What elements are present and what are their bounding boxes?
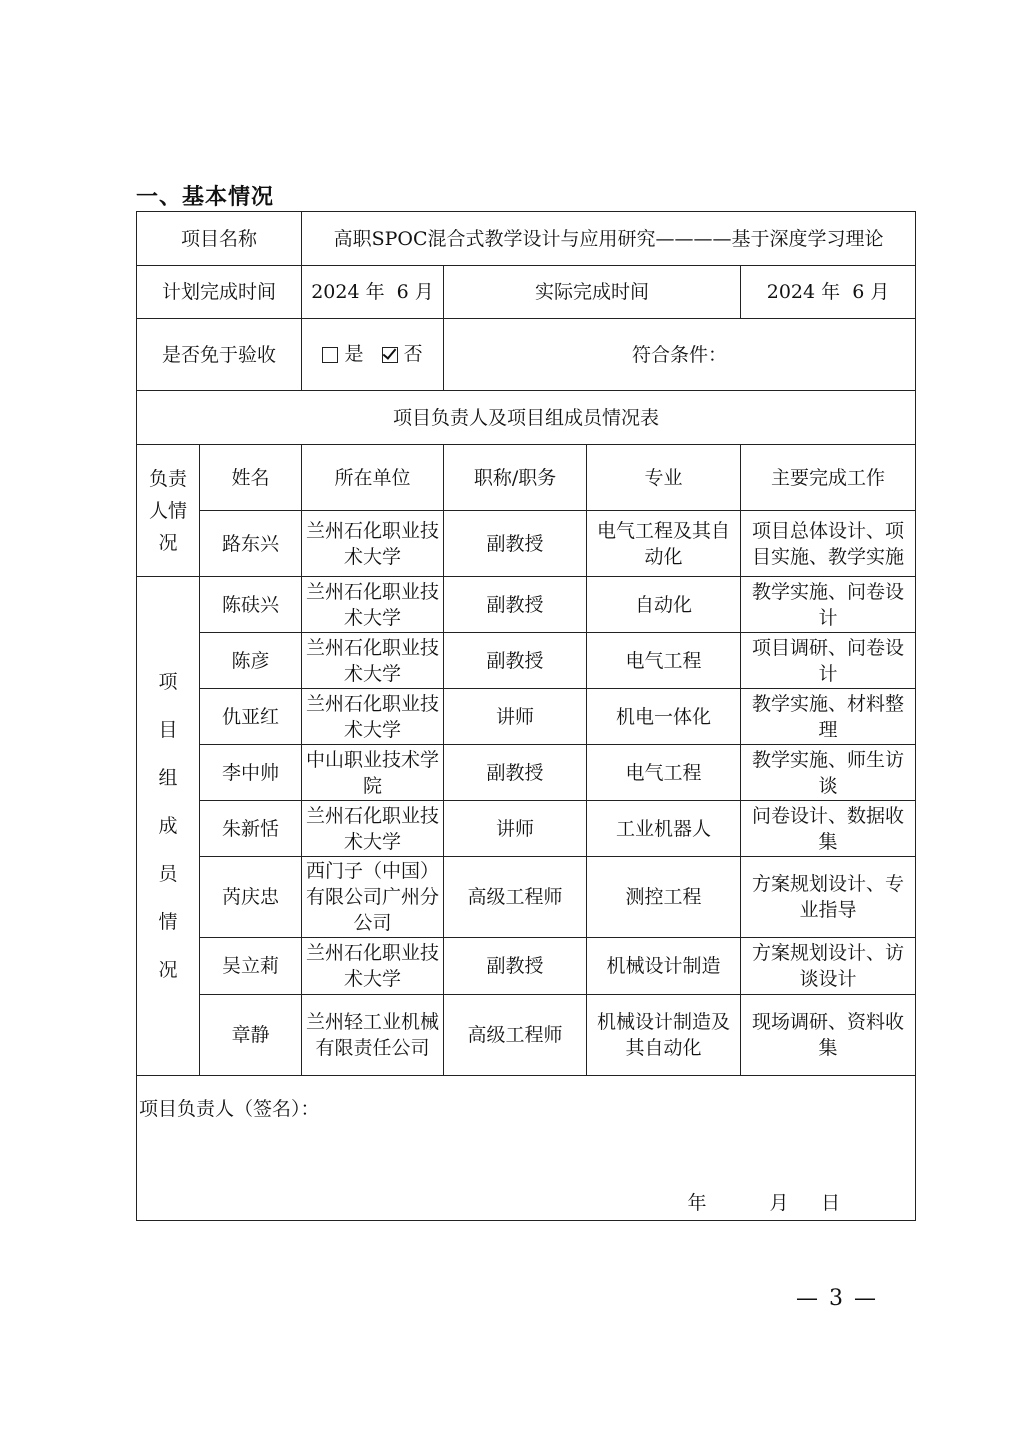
member-major: 机械设计制造 [587,938,741,995]
planned-time-label: 计划完成时间 [137,266,302,319]
exempt-yes-option[interactable] [322,341,363,367]
member-unit: 兰州石化职业技术大学 [302,801,444,857]
member-unit: 兰州轻工业机械有限责任公司 [302,995,444,1076]
member-title: 高级工程师 [444,857,587,938]
member-major: 测控工程 [587,857,741,938]
header-work: 主要完成工作 [741,445,916,511]
member-title: 副教授 [444,745,587,801]
member-name: 陈砆兴 [200,577,302,633]
member-major: 电气工程 [587,745,741,801]
no-label: 否 [403,342,423,365]
member-work: 项目调研、问卷设计 [741,633,916,689]
leader-work: 项目总体设计、项目实施、教学实施 [741,511,916,577]
member-work: 教学实施、问卷设计 [741,577,916,633]
member-unit: 中山职业技术学院 [302,745,444,801]
member-name: 吴立莉 [200,938,302,995]
table-row [137,857,916,938]
member-work: 教学实施、材料整理 [741,689,916,745]
table-row [137,995,916,1076]
member-work: 方案规划设计、访谈设计 [741,938,916,995]
member-unit: 兰州石化职业技术大学 [302,633,444,689]
header-major: 专业 [587,445,741,511]
member-major: 机电一体化 [587,689,741,745]
date-month: 月 [769,1192,789,1214]
members-group-label: 项 目 组 成 员 情 况 [137,577,200,1076]
signature-cell [137,1076,916,1221]
member-unit: 西门子（中国）有限公司广州分公司 [302,857,444,938]
condition-label: 符合条件： [444,319,916,391]
table-row [137,633,916,689]
actual-time-label: 实际完成时间 [444,266,741,319]
table-row [137,689,916,745]
project-name-value: 高职SPOC混合式教学设计与应用研究————基于深度学习理论 [302,212,916,266]
header-title: 职称/职务 [444,445,587,511]
leader-group-label: 负责 人情 况 [137,445,200,577]
table-row [137,938,916,995]
date-day: 日 [821,1192,841,1214]
member-work: 方案规划设计、专业指导 [741,857,916,938]
page-number: — 3 — [796,1286,878,1311]
header-name: 姓名 [200,445,302,511]
exempt-no-option[interactable] [382,341,423,367]
member-work: 现场调研、资料收集 [741,995,916,1076]
section-title: 一、基本情况 [136,185,275,210]
member-name: 章静 [200,995,302,1076]
yes-label: 是 [344,342,364,365]
member-major: 工业机器人 [587,801,741,857]
member-title: 副教授 [444,938,587,995]
signature-label: 项目负责人（签名）： [139,1098,320,1120]
member-major: 机械设计制造及其自动化 [587,995,741,1076]
member-work: 问卷设计、数据收集 [741,801,916,857]
table-row [137,801,916,857]
member-name: 芮庆忠 [200,857,302,938]
member-name: 陈彦 [200,633,302,689]
member-unit: 兰州石化职业技术大学 [302,577,444,633]
signature-date [657,1190,840,1216]
member-work: 教学实施、师生访谈 [741,745,916,801]
table-row [137,745,916,801]
member-name: 仇亚红 [200,689,302,745]
member-title: 副教授 [444,577,587,633]
actual-time-value: 2024 年 6 月 [741,266,916,319]
member-title: 讲师 [444,689,587,745]
exempt-options [302,319,444,391]
member-unit: 兰州石化职业技术大学 [302,938,444,995]
member-unit: 兰州石化职业技术大学 [302,689,444,745]
basic-info-table [136,211,916,1221]
table-row [137,511,916,577]
member-major: 自动化 [587,577,741,633]
header-unit: 所在单位 [302,445,444,511]
member-title: 副教授 [444,633,587,689]
members-table-title: 项目负责人及项目组成员情况表 [137,391,916,445]
project-name-label: 项目名称 [137,212,302,266]
no-checkbox[interactable] [382,347,398,363]
member-major: 电气工程 [587,633,741,689]
member-name: 朱新恬 [200,801,302,857]
planned-time-value: 2024 年 6 月 [302,266,444,319]
date-year: 年 [687,1192,707,1214]
yes-checkbox[interactable] [322,347,338,363]
leader-major: 电气工程及其自动化 [587,511,741,577]
member-title: 讲师 [444,801,587,857]
leader-name: 路东兴 [200,511,302,577]
table-row [137,577,916,633]
member-name: 李中帅 [200,745,302,801]
leader-title: 副教授 [444,511,587,577]
leader-unit: 兰州石化职业技术大学 [302,511,444,577]
member-title: 高级工程师 [444,995,587,1076]
exempt-label: 是否免于验收 [137,319,302,391]
